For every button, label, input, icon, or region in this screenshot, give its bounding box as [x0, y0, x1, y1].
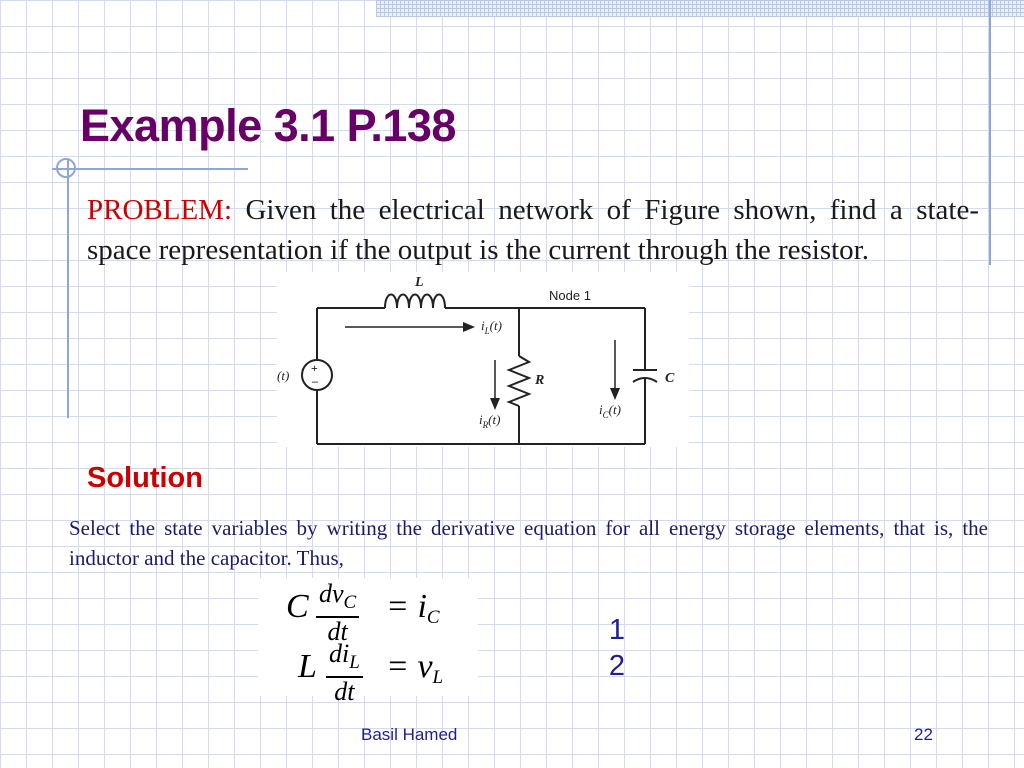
- source-label: (t): [277, 368, 290, 383]
- equation-1-rhs: = iC: [386, 588, 440, 628]
- equation-2-coef: L: [298, 648, 317, 685]
- equation-2: [258, 639, 478, 706]
- equations-block: [258, 578, 478, 706]
- decorative-vertical-line-left: [67, 160, 69, 418]
- circuit-figure: [277, 272, 689, 447]
- inductor-coil: [385, 295, 445, 309]
- equation-number-1: 1: [608, 614, 626, 646]
- equation-numbers: [606, 612, 628, 684]
- solution-text: Select the state variables by writing the derivative equation for all energy storage elements, that is, the inductor and the capacitor. Thus,: [69, 516, 988, 570]
- inductor-label: L: [415, 275, 424, 290]
- problem-label: PROBLEM:: [87, 194, 233, 226]
- footer-page-number: 22: [914, 725, 933, 744]
- equation-1-numerator: $dv_C$: [316, 580, 359, 618]
- node-label: Node 1: [549, 288, 591, 303]
- equation-1-fraction: [316, 580, 359, 645]
- solution-heading: Solution: [87, 462, 203, 494]
- ir-label: $i_R(t)$: [479, 412, 501, 430]
- title-underline: [52, 168, 248, 170]
- equation-1: [258, 579, 478, 646]
- capacitor-label: C: [665, 371, 675, 386]
- equation-2-denominator: dt: [334, 677, 355, 706]
- circuit-diagram: [277, 272, 689, 447]
- il-label: $i_L(t)$: [481, 318, 502, 336]
- resistor: [509, 356, 529, 406]
- slide-title: Example 3.1 P.138: [80, 100, 456, 151]
- problem-text: Given the electrical network of Figure shown, find a state-space representation if the output is the current through the resistor.: [87, 194, 979, 266]
- source-minus: –: [312, 374, 318, 388]
- ir-arrow-head: [490, 398, 500, 410]
- resistor-label: R: [535, 373, 545, 388]
- equation-2-rhs: = vL: [386, 648, 444, 688]
- equation-1-coef: C: [286, 588, 309, 625]
- crosshair-ornament: [56, 158, 76, 178]
- source-plus: +: [311, 361, 318, 375]
- decorative-top-bar: [376, 0, 1024, 17]
- il-arrow-head: [463, 322, 475, 332]
- problem-statement: [87, 190, 979, 270]
- equation-2-fraction: [326, 640, 363, 705]
- ic-label: $i_C(t)$: [599, 402, 621, 420]
- equation-number-2: 2: [608, 650, 626, 682]
- ic-arrow-head: [610, 388, 620, 400]
- equation-2-numerator: $di_L$: [326, 640, 363, 678]
- decorative-vertical-line-right: [989, 0, 991, 265]
- equation-1-denominator: dt: [327, 617, 348, 646]
- footer-author: Basil Hamed: [361, 725, 458, 744]
